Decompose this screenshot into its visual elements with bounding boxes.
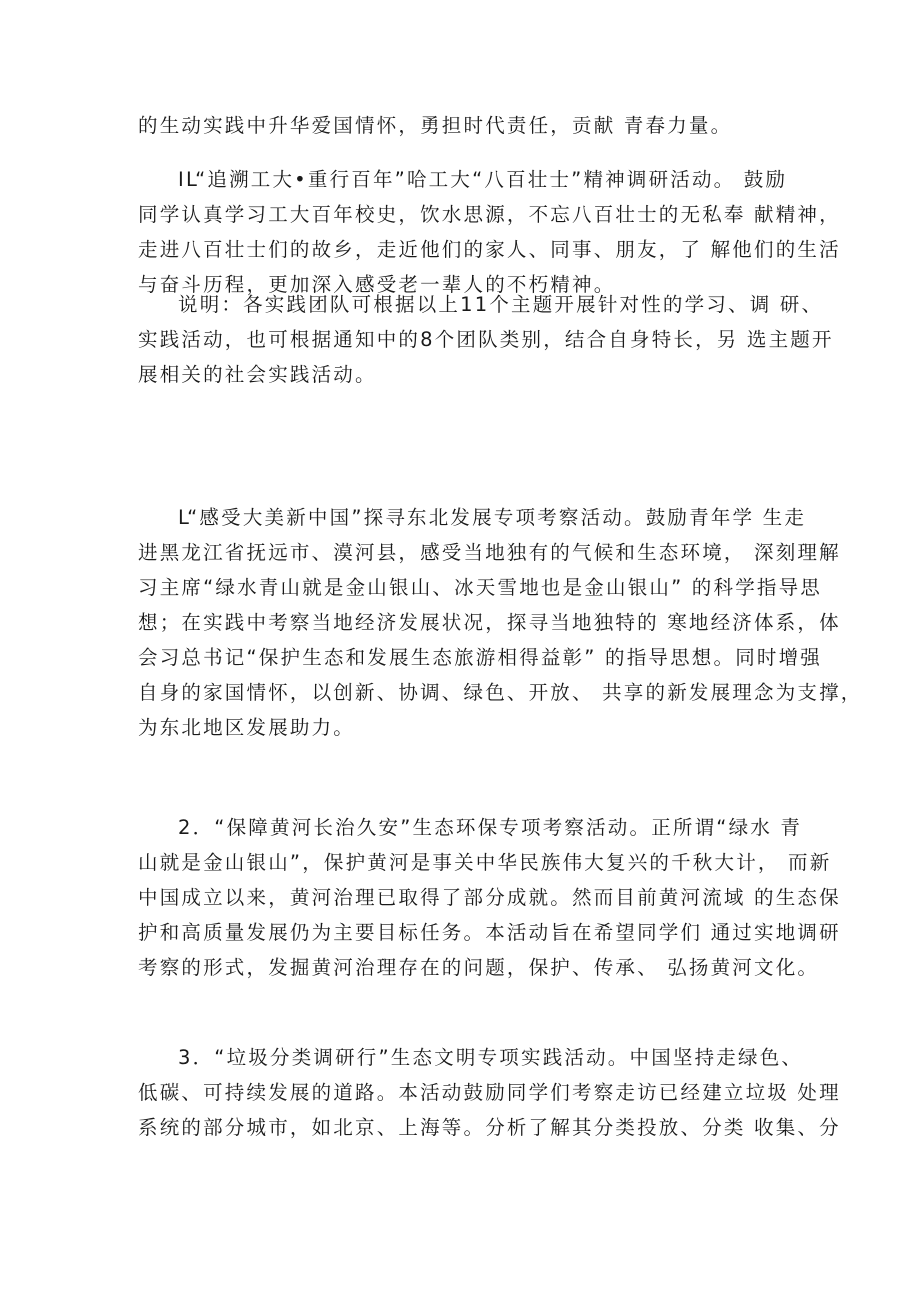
text-line: 系统的部分城市，如北京、上海等。分析了解其分类投放、分类 收集、分 [138, 1116, 841, 1139]
text-line: 中国成立以来，黄河治理已取得了部分成就。然而目前黄河流域 的生态保 [138, 886, 841, 909]
text-line: 为东北地区发展助力。 [138, 716, 356, 739]
text-line: 3．“垃圾分类调研行”生态文明专项实践活动。中国坚持走绿色、 [178, 1046, 804, 1069]
text-line: 自身的家国情怀，以创新、协调、绿色、开放、 共享的新发展理念为支撑， [138, 681, 863, 704]
text-line: 考察的形式，发掘黄河治理存在的问题，保护、传承、 弘扬黄河文化。 [138, 956, 820, 979]
text-line: IL“追溯工大•重行百年”哈工大“八百壮士”精神调研活动。 鼓励 [178, 168, 788, 191]
text-line: 护和高质量发展仍为主要目标任务。本活动旨在希望同学们 通过实地调研 [138, 921, 841, 944]
text-line: 进黑龙江省抚远市、漠河县，感受当地独有的气候和生态环境， 深刻理解 [138, 541, 841, 564]
text-line: 走进八百壮士们的故乡，走近他们的家人、同事、朋友，了 解他们的生活 [138, 238, 841, 261]
text-line: 的生动实践中升华爱国情怀，勇担时代责任，贡献 青春力量。 [138, 114, 733, 137]
text-line: 实践活动，也可根据通知中的8个团队类别，结合自身特长，另 选主题开 [138, 328, 834, 351]
paragraph-item-3 [138, 1040, 841, 1145]
text-line: 同学认真学习工大百年校史，饮水思源，不忘八百壮士的无私奉 献精神， [138, 203, 841, 226]
text-line: 与奋斗历程，更加深入感受老一辈人的不朽精神。 [138, 273, 616, 296]
paragraph-note [138, 287, 834, 392]
text-line: 2．“保障黄河长治久安”生态环保专项考察活动。正所谓“绿水 青 [178, 816, 803, 839]
text-line: 低碳、可持续发展的道路。本活动鼓励同学们考察走访已经建立垃圾 处理 [138, 1081, 841, 1104]
text-line: 说明：各实践团队可根据以上11个主题开展针对性的学习、调 研、 [178, 293, 824, 316]
text-line: 展相关的社会实践活动。 [138, 363, 377, 386]
text-line: 山就是金山银山”，保护黄河是事关中华民族伟大复兴的千秋大计， 而新 [138, 851, 832, 874]
paragraph-item-1 [138, 500, 863, 745]
paragraph-intro-tail [138, 108, 798, 143]
text-line: 会习总书记“保护生态和发展生态旅游相得益彰” 的指导思想。同时增强 [138, 646, 823, 669]
text-line: L“感受大美新中国”探寻东北发展专项考察活动。鼓励青年学 生走 [178, 506, 807, 529]
text-line: 想；在实践中考察当地经济发展状况，探寻当地独特的 寒地经济体系，体 [138, 611, 841, 634]
text-line: 习主席“绿水青山就是金山银山、冰天雪地也是金山银山” 的科学指导思 [138, 576, 823, 599]
paragraph-item-2 [138, 810, 841, 985]
paragraph-item-11 [138, 162, 841, 302]
